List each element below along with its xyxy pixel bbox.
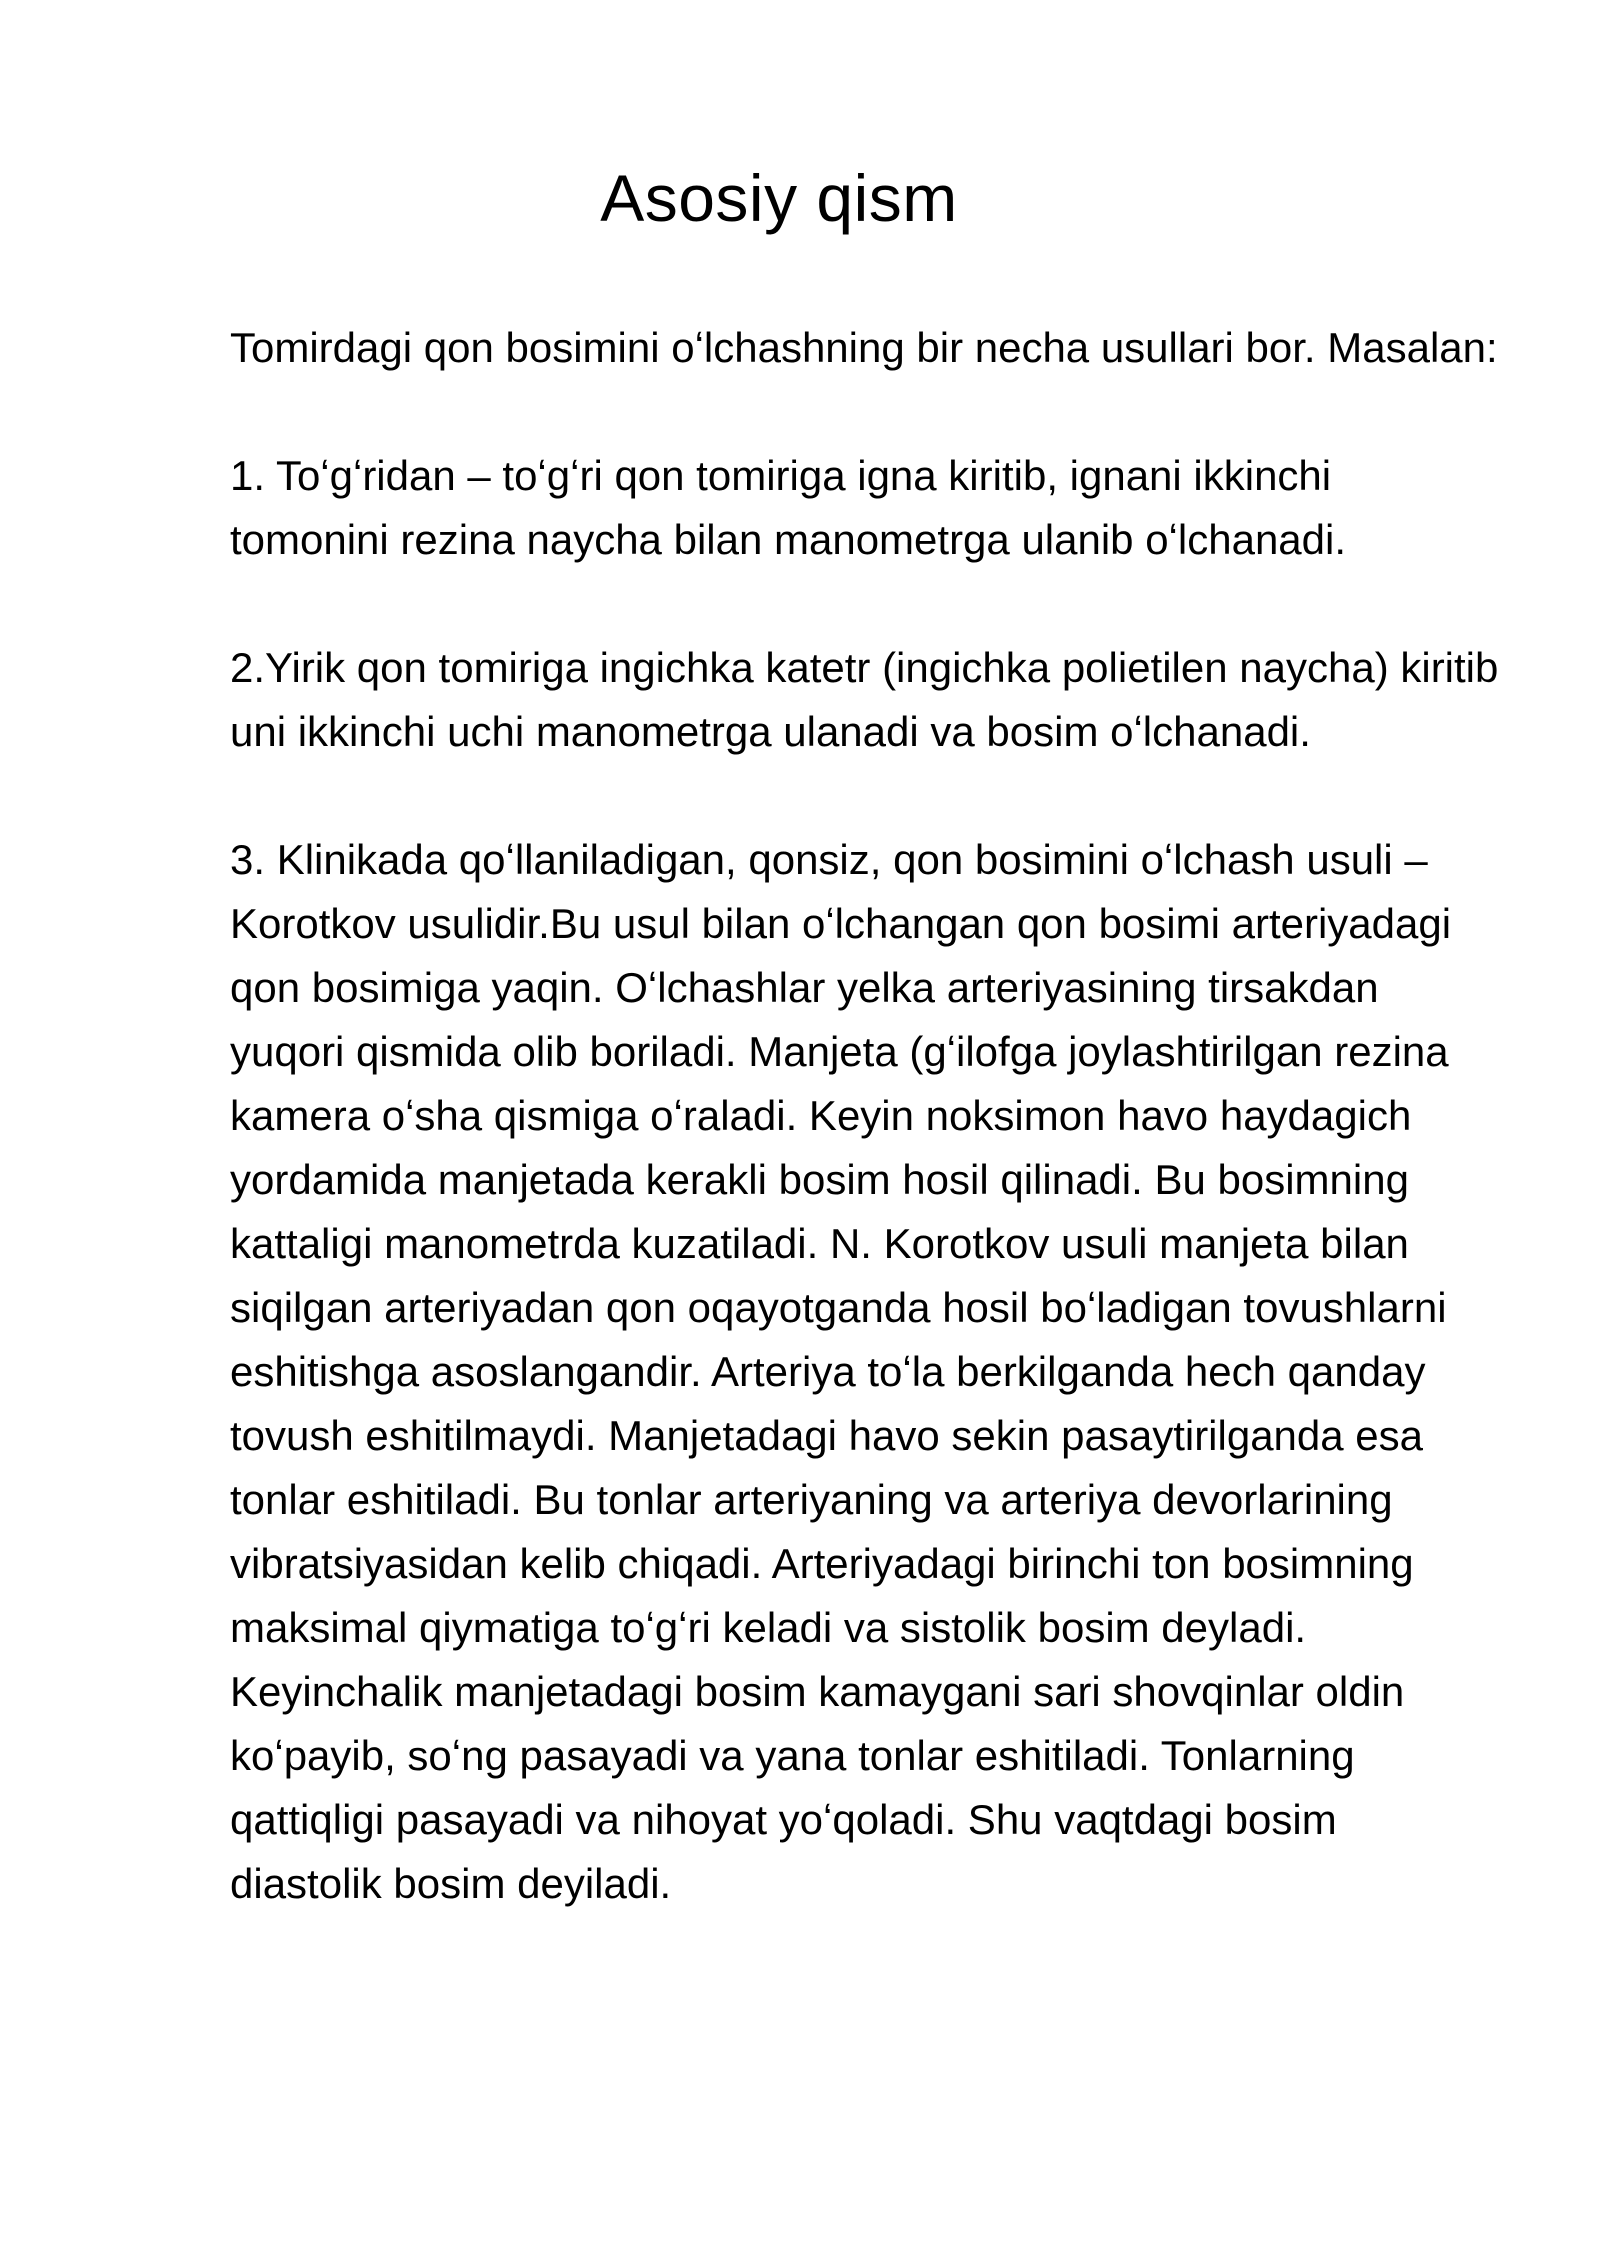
paragraph-intro: Tomirdagi qon bosimini oʻlchashning bir necha usullari bor. Masalan:: [230, 324, 1498, 371]
document-body: [230, 316, 1500, 1916]
paragraph-method-3: 3. Klinikada qoʻllaniladigan, qonsiz, qon bosimini oʻlchash usuli – Korotkov usulidir.Bu usul bilan oʻlchangan qon bosimi arteriyadagi qon bosimiga yaqin. Oʻlchashlar yelka arteriyasining tirsakdan yuqori qismida olib boriladi. Manjeta (gʻilofga joylashtirilgan rezina kamera oʻsha qismiga oʻraladi. Keyin noksimon havo haydagich yordamida manjetada kerakli bosim hosil qilinadi. Bu bosimning kattaligi manometrda kuzatiladi. N. Korotkov usuli manjeta bilan siqilgan arteriyadan qon oqayotganda hosil boʻladigan tovushlarni eshitishga asoslangandir. Arteriya toʻla berkilganda hech qanday tovush eshitilmaydi. Manjetadagi havo sekin pasaytirilganda esa tonlar eshitiladi. Bu tonlar arteriyaning va arteriya devorlarining vibratsiyasidan kelib chiqadi. Arteriyadagi birinchi ton bosimning maksimal qiymatiga toʻgʻri keladi va sistolik bosim deyladi. Keyinchalik manjetadagi bosim kamaygani sari shovqinlar oldin koʻpayib, soʻng pasayadi va yana tonlar eshitiladi. Tonlarning qattiqligi pasayadi va nihoyat yoʻqoladi. Shu vaqtdagi bosim diastolik bosim deyiladi.: [230, 836, 1452, 1907]
page-title: Asosiy qism: [600, 161, 958, 235]
paragraph-method-1: 1. Toʻgʻridan – toʻgʻri qon tomiriga igna kiritib, ignani ikkinchi tomonini rezina naycha bilan manometrga ulanib oʻlchanadi.: [230, 452, 1347, 563]
paragraph-method-2: 2.Yirik qon tomiriga ingichka katetr (ingichka polietilen naycha) kiritib uni ikkinchi uchi manometrga ulanadi va bosim oʻlchanadi.: [230, 644, 1499, 755]
